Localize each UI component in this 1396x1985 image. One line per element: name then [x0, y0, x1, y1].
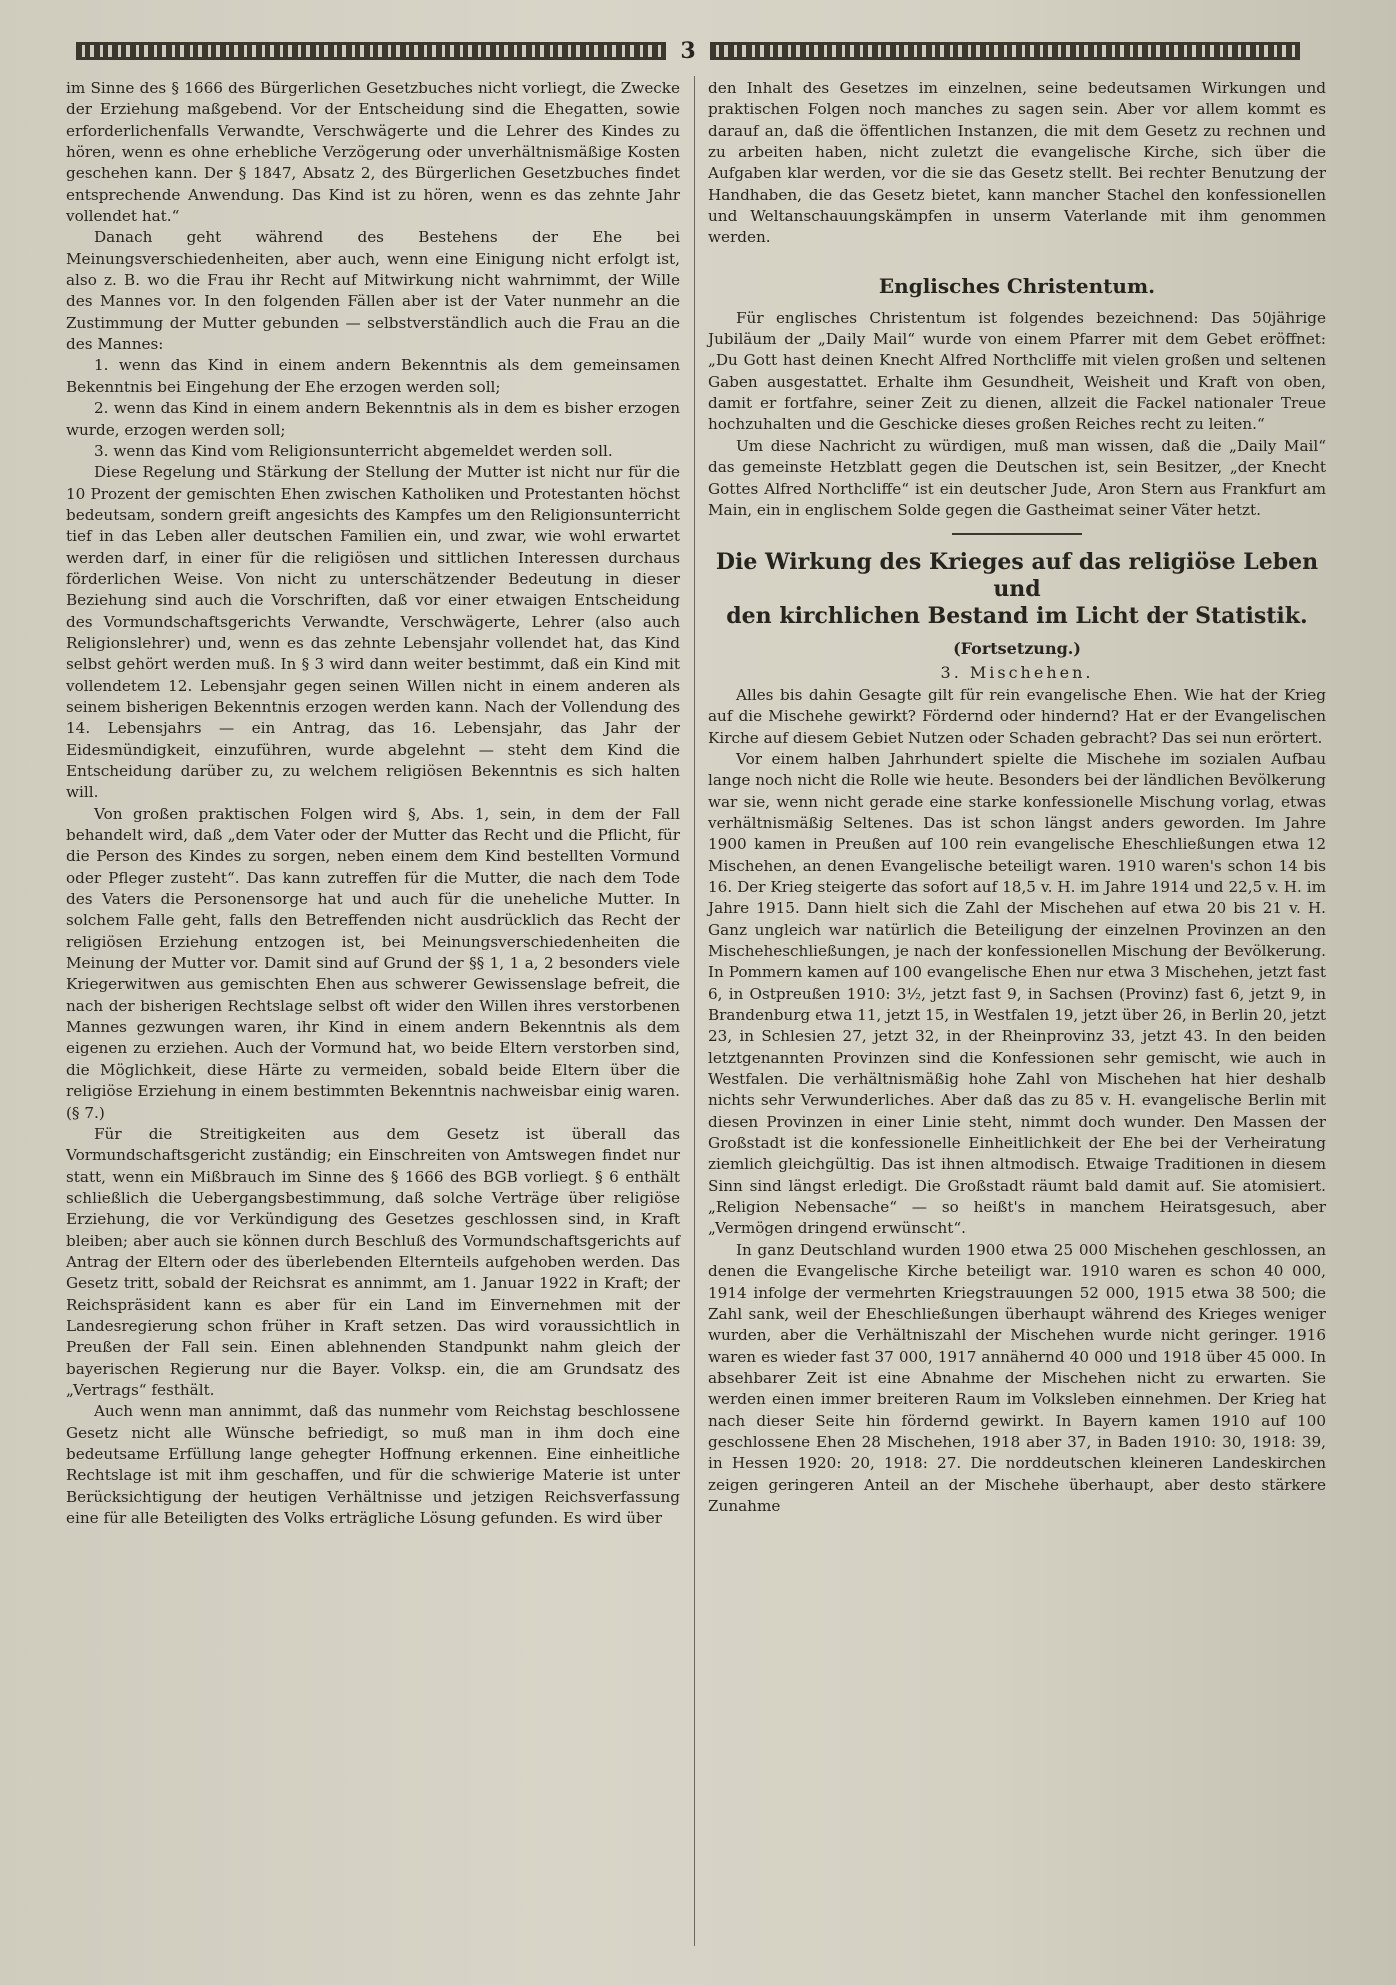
page-number: 3 — [680, 38, 696, 64]
right-column — [708, 78, 1326, 1517]
paragraph: Um diese Nachricht zu würdigen, muß man wissen, daß die „Daily Mail“ das gemeinste Hetzblatt gegen die Deutschen ist, sein Besitzer, „der Knecht Gottes Alfred Northcliffe“ ist ein deutscher Jude, Aron Stern aus Frankfurt am Main, ein in englischem Solde gegen die Gastheimat seiner Väter hetzt. — [708, 436, 1326, 519]
paragraph: Auch wenn man annimmt, daß das nunmehr vom Reichstag beschlossene Gesetz nicht alle Wünsche befriedigt, so muß man in ihm doch eine bedeutsame Erfüllung lange gehegter Hoffnung erkennen. Eine einheitliche Rechtslage ist mit ihm geschaffen, und für die schwierige Materie ist unter Berücksichtigung der heutigen Verhältnisse und jetzigen Reichsverfassung eine für alle Beteiligten des Volks erträgliche Lösung gefunden. Es wird über — [66, 1402, 680, 1528]
list-item: 3. wenn das Kind vom Religionsunterricht abgemeldet werden soll. — [94, 441, 613, 460]
paragraph: im Sinne des § 1666 des Bürgerlichen Gesetzbuches nicht vorliegt, die Zwecke der Erziehung maßgebend. Vor der Entscheidung sind die Ehegatten, sowie erforderlichenfalls Verwandte, Verschwägerte und die Lehrer des Kindes zu hören, wenn es ohne erhebliche Verzögerung oder unverhältnismäßige Kosten geschehen kann. Der § 1847, Absatz 2, des Bürgerlichen Gesetzbuches findet entsprechende Anwendung. Das Kind ist zu hören, wenn es das zehnte Jahr vollendet hat.“ — [66, 79, 680, 226]
article-subtitle: (Fortsetzung.) — [953, 639, 1081, 659]
left-column — [66, 78, 680, 1529]
paragraph: den Inhalt des Gesetzes im einzelnen, seine bedeutsamen Wirkungen und praktischen Folgen noch manches zu sagen sein. Aber vor allem kommt es darauf an, daß die öffentlichen Instanzen, die mit dem Gesetz zu rechnen und zu arbeiten haben, nicht zuletzt die evangelische Kirche, sich über die Aufgaben klar werden, vor die sie das Gesetz stellt. Bei rechter Benutzung der Handhaben, die das Gesetz bietet, kann mancher Stachel den konfessionellen und Weltanschauungskämpfen in unserm Vaterlande mit ihm genommen werden. — [708, 79, 1326, 247]
header-ornament-left — [76, 42, 666, 60]
list-item: 1. wenn das Kind in einem andern Bekenntnis als dem gemeinsamen Bekenntnis bei Eingehung der Ehe erzogen werden soll; — [66, 356, 680, 396]
paragraph: Alles bis dahin Gesagte gilt für rein evangelische Ehen. Wie hat der Krieg auf die Mischehe gewirkt? Fördernd oder hindernd? Hat er der Evangelischen Kirche auf diesem Gebiet Nutzen oder Schaden gebracht? Das sei nun erörtert. — [708, 685, 1326, 747]
article-title-line: Die Wirkung des Krieges auf das religiöse Leben und — [715, 549, 1319, 603]
paragraph: Diese Regelung und Stärkung der Stellung der Mutter ist nicht nur für die 10 Prozent der gemischten Ehen zwischen Katholiken und Protestanten höchst bedeutsam, sondern greift angesichts des Kampfes um den Religionsunterricht tief in das Leben aller deutschen Familien ein, und zwar, wie wohl erwartet werden darf, in einer für die religiösen und sittlichen Interessen durchaus förderlichen Weise. Von nicht zu unterschätzender Bedeutung in dieser Beziehung sind auch die Vorschriften, daß vor einer etwaigen Entscheidung des Vormundschaftsgerichts Verwandte, Verschwägerte, Lehrer (also auch Religionslehrer) und, wenn es das zehnte Lebensjahr vollendet hat, das Kind selbst gehört werden muß. In § 3 wird dann weiter bestimmt, daß ein Kind mit vollendetem 12. Lebensjahr gegen seinen Willen nicht in einem anderen als seinem bisherigen Bekenntnis erzogen werden kann. Nach der Vollendung des 14. Lebensjahrs — ein Antrag, das 16. Lebensjahr, das Jahr der Eidesmündigkeit, einzuführen, wurde abgelehnt — steht dem Kind die Entscheidung darüber zu, zu welchem religiösen Bekenntnis es sich halten will. — [66, 463, 680, 802]
article-title — [708, 549, 1326, 630]
article-title: Englisches Christentum. — [878, 273, 1156, 298]
header-ornament-right — [710, 42, 1300, 60]
paragraph: Vor einem halben Jahrhundert spielte die Mischehe im sozialen Aufbau lange noch nicht die Rolle wie heute. Besonders bei der ländlichen Bevölkerung war sie, wenn nicht gerade eine starke konfessionelle Mischung vorlag, etwas verhältnismäßig Seltenes. Das ist schon längst anders geworden. Im Jahre 1900 kamen in Preußen auf 100 rein evangelische Eheschließungen etwa 12 Mischehen, an denen Evangelische beteiligt waren. 1910 waren's schon 14 bis 16. Der Krieg steigerte das sofort auf 18,5 v. H. im Jahre 1914 und 22,5 v. H. im Jahre 1915. Dann hielt sich die Zahl der Mischehen auf etwa 20 bis 21 v. H. Ganz ungleich war natürlich die Beteiligung der einzelnen Provinzen an den Mischeheschließungen, je nach der konfessionellen Mischung der Bevölkerung. In Pommern kamen auf 100 evangelische Ehen nur etwa 3 Mischehen, jetzt fast 6, in Ostpreußen 1910: 3½, jetzt fast 9, in Sachsen (Provinz) fast 6, jetzt 9, in Brandenburg etwa 11, jetzt 15, in Westfalen 19, jetzt über 26, in Berlin 20, jetzt 23, in Schlesien 27, jetzt 32, in der Rheinprovinz 33, jetzt 43. In den beiden letztgenannten Provinzen sind die Konfessionen sehr gemischt, wie auch in Westfalen. Die verhältnismäßig hohe Zahl von Mischehen hat hier deshalb nichts sehr Verwunderliches. Aber daß das zu 85 v. H. evangelische Berlin mit diesen Provinzen in einer Linie steht, nimmt doch wunder. Den Massen der Großstadt ist die konfessionelle Einheitlichkeit der Ehe bei der Verheiratung ziemlich gleichgültig. Das ist ihnen altmodisch. Etwaige Traditionen in diesem Sinn sind längst erledigt. Die Großstadt räumt bald damit auf. Sie atomisiert. „Religion Nebensache“ — so heißt's in manchem Heiratsgesuch, aber „Vermögen dringend erwünscht“. — [708, 749, 1326, 1238]
list-item: 2. wenn das Kind in einem andern Bekenntnis als in dem es bisher erzogen wurde, erzogen werden soll; — [66, 399, 680, 439]
column-divider — [694, 76, 695, 1946]
section-heading: 3. Mischehen. — [940, 662, 1094, 682]
section-separator — [952, 533, 1082, 535]
paragraph: Für englisches Christentum ist folgendes bezeichnend: Das 50jährige Jubiläum der „Daily Mail“ wurde von einem Pfarrer mit dem Gebet eröffnet: „Du Gott hast deinen Knecht Alfred Northcliffe mit vielen großen und seltenen Gaben ausgestattet. Erhalte ihm Gesundheit, Weisheit und Kraft von oben, damit er fortfahre, seiner Zeit zu dienen, allzeit die Fackel nationaler Treue hochzuhalten und die Geschicke dieses großen Reiches recht zu leiten.“ — [708, 308, 1326, 434]
paragraph: Für die Streitigkeiten aus dem Gesetz ist überall das Vormundschaftsgericht zuständig; ein Einschreiten von Amtswegen findet nur statt, wenn ein Mißbrauch im Sinne des § 1666 des BGB vorliegt. § 6 enthält schließlich die Uebergangsbestimmung, daß solche Verträge über religiöse Erziehung, die vor Verkündigung des Gesetzes geschlossen sind, in Kraft bleiben; aber auch sie können durch Beschluß des Vormundschaftsgerichts auf Antrag der Eltern oder des überlebenden Elternteils aufgehoben werden. Das Gesetz tritt, sobald der Reichsrat es annimmt, am 1. Januar 1922 in Kraft; der Reichspräsident kann es aber für ein Land im Einvernehmen mit der Landesregierung schon früher in Kraft setzen. Das wird voraussichtlich in Preußen der Fall sein. Einen ablehnenden Standpunkt nahm gleich der bayerischen Regierung nur die Bayer. Volksp. ein, die am Grundsatz des „Vertrags“ festhält. — [66, 1124, 680, 1399]
article-title-line: den kirchlichen Bestand im Licht der Statistik. — [726, 603, 1308, 630]
paragraph: In ganz Deutschland wurden 1900 etwa 25 000 Mischehen geschlossen, an denen die Evangelische Kirche beteiligt war. 1910 waren es schon 40 000, 1914 infolge der vermehrten Kriegstrauungen 52 000, 1915 etwa 38 500; die Zahl sank, weil der Eheschließungen überhaupt während des Krieges weniger wurden, aber die Verhältniszahl der Mischehen wurde nicht geringer. 1916 waren es wieder fast 37 000, 1917 annähernd 40 000 und 1918 über 45 000. In absehbarer Zeit ist eine Abnahme der Mischehen nicht zu erwarten. Sie werden einen immer breiteren Raum im Volksleben einnehmen. Der Krieg hat nach dieser Seite hin fördernd gewirkt. In Bayern kamen 1910 auf 100 geschlossene Ehen 28 Mischehen, 1918 aber 37, in Baden 1910: 30, 1918: 39, in Hessen 1920: 20, 1918: 27. Die norddeutschen kleineren Landeskirchen zeigen geringeren Anteil an der Mischehe überhaupt, aber desto stärkere Zunahme — [708, 1240, 1326, 1515]
page-header — [76, 38, 1300, 64]
paragraph: Danach geht während des Bestehens der Ehe bei Meinungsverschiedenheiten, aber auch, wenn eine Einigung nicht erfolgt ist, also z. B. wo die Frau ihr Recht auf Mitwirkung nicht wahrnimmt, der Wille des Mannes vor. In den folgenden Fällen aber ist der Vater nunmehr an die Zustimmung der Mutter gebunden — selbstverständlich auch die Frau an die des Mannes: — [66, 228, 680, 354]
paragraph: Von großen praktischen Folgen wird §, Abs. 1, sein, in dem der Fall behandelt wird, daß „dem Vater oder der Mutter das Recht und die Pflicht, für die Person des Kindes zu sorgen, neben einem dem Kind bestellten Vormund oder Pfleger zusteht“. Das kann zutreffen für die Mutter, die nach dem Tode des Vaters die Personensorge hat und auch für die uneheliche Mutter. In solchem Falle geht, falls den Betreffenden nicht ausdrücklich das Recht der religiösen Erziehung entzogen ist, bei Meinungsverschiedenheiten die Meinung der Mutter vor. Damit sind auf Grund der §§ 1, 1 a, 2 besonders viele Kriegerwitwen aus gemischten Ehen aus schwerer Gewissenslage befreit, die nach der bisherigen Rechtslage selbst oft wider den Willen ihres verstorbenen Mannes gezwungen waren, ihr Kind in einem andern Bekenntnis als dem eigenen zu erziehen. Auch der Vormund hat, wo beide Eltern verstorben sind, die Möglichkeit, diese Härte zu vermeiden, sobald beide Eltern über die religiöse Erziehung in einem bestimmten Bekenntnis nachweisbar einig waren. (§ 7.) — [66, 804, 680, 1122]
